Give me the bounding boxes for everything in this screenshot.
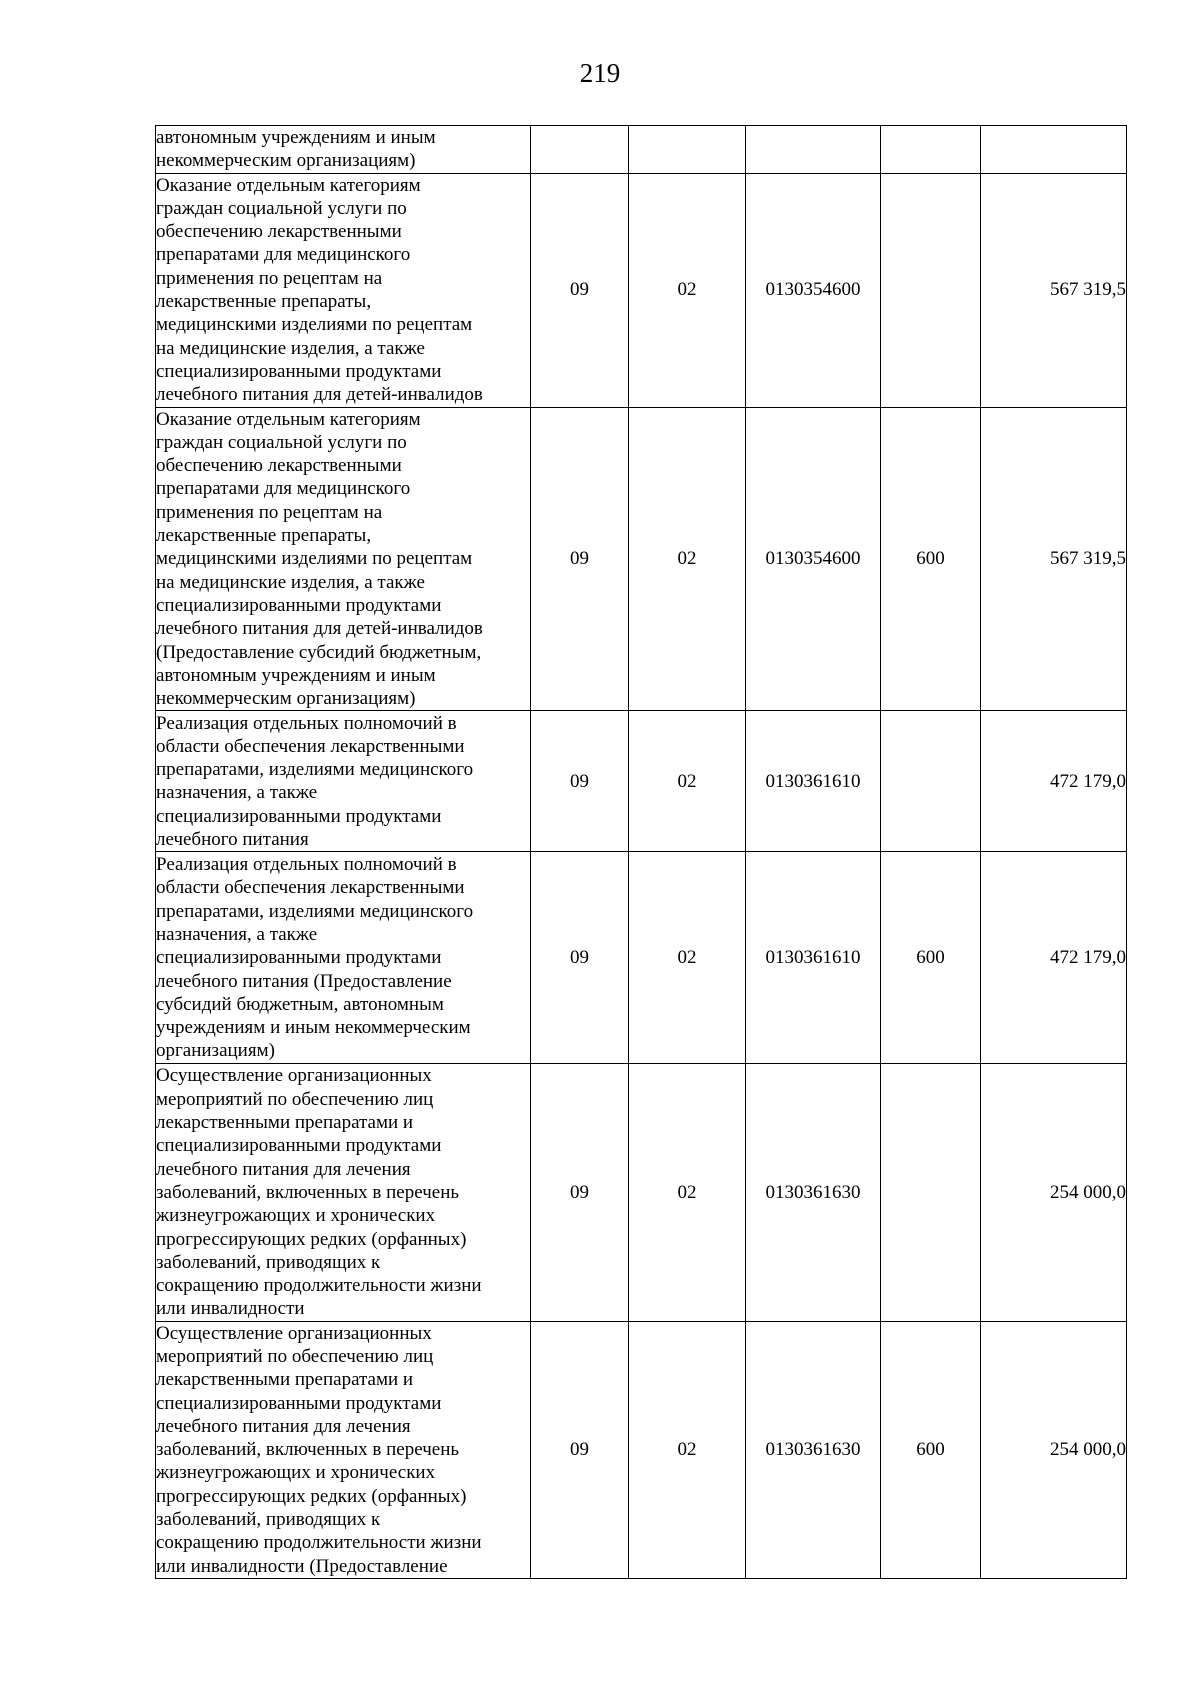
section-cell: 09 bbox=[531, 1321, 629, 1578]
expense-type-cell: 600 bbox=[881, 407, 981, 711]
subsection-cell bbox=[629, 126, 746, 174]
target-code-cell: 0130361630 bbox=[746, 1321, 881, 1578]
row-name-cell: Осуществление организационных мероприятий по обеспечению лиц лекарственными препаратами и специализированными продуктами лечебного питания для лечения заболеваний, включенных в перечень жизнеугрожающих и хронических прогрессирующих редких (орфанных) заболеваний, приводящих к сокращению продолжительности жизни или инвалидности (Предоставление bbox=[156, 1321, 531, 1578]
amount-cell: 567 319,5 bbox=[981, 173, 1127, 407]
row-name-cell: Оказание отдельным категориям граждан социальной услуги по обеспечению лекарственными препаратами для медицинского применения по рецептам на лекарственные препараты, медицинскими изделиями по рецептам на медицинские изделия, а также специализированными продуктами лечебного питания для детей-инвалидов bbox=[156, 173, 531, 407]
row-name-cell: Реализация отдельных полномочий в области обеспечения лекарственными препаратами, изделиями медицинского назначения, а также специализированными продуктами лечебного питания bbox=[156, 711, 531, 852]
row-name-cell: автономным учреждениям и иным некоммерческим организациям) bbox=[156, 126, 531, 174]
expense-type-cell: 600 bbox=[881, 1321, 981, 1578]
section-cell bbox=[531, 126, 629, 174]
expense-type-cell bbox=[881, 126, 981, 174]
section-cell: 09 bbox=[531, 852, 629, 1064]
table-row bbox=[156, 1064, 1127, 1321]
row-name-cell: Осуществление организационных мероприятий по обеспечению лиц лекарственными препаратами и специализированными продуктами лечебного питания для лечения заболеваний, включенных в перечень жизнеугрожающих и хронических прогрессирующих редких (орфанных) заболеваний, приводящих к сокращению продолжительности жизни или инвалидности bbox=[156, 1064, 531, 1321]
expense-type-cell bbox=[881, 711, 981, 852]
subsection-cell: 02 bbox=[629, 1064, 746, 1321]
table-row bbox=[156, 407, 1127, 711]
target-code-cell: 0130361610 bbox=[746, 711, 881, 852]
target-code-cell: 0130354600 bbox=[746, 173, 881, 407]
amount-cell: 472 179,0 bbox=[981, 852, 1127, 1064]
section-cell: 09 bbox=[531, 1064, 629, 1321]
table-row bbox=[156, 1321, 1127, 1578]
table-row bbox=[156, 173, 1127, 407]
subsection-cell: 02 bbox=[629, 1321, 746, 1578]
row-name-cell: Реализация отдельных полномочий в области обеспечения лекарственными препаратами, изделиями медицинского назначения, а также специализированными продуктами лечебного питания (Предоставление субсидий бюджетным, автономным учреждениям и иным некоммерческим организациям) bbox=[156, 852, 531, 1064]
amount-cell: 472 179,0 bbox=[981, 711, 1127, 852]
target-code-cell: 0130354600 bbox=[746, 407, 881, 711]
subsection-cell: 02 bbox=[629, 852, 746, 1064]
expense-type-cell: 600 bbox=[881, 852, 981, 1064]
subsection-cell: 02 bbox=[629, 711, 746, 852]
section-cell: 09 bbox=[531, 173, 629, 407]
subsection-cell: 02 bbox=[629, 407, 746, 711]
page-number: 219 bbox=[579, 58, 621, 88]
section-cell: 09 bbox=[531, 711, 629, 852]
subsection-cell: 02 bbox=[629, 173, 746, 407]
table-row bbox=[156, 711, 1127, 852]
target-code-cell bbox=[746, 126, 881, 174]
target-code-cell: 0130361610 bbox=[746, 852, 881, 1064]
row-name-cell: Оказание отдельным категориям граждан социальной услуги по обеспечению лекарственными препаратами для медицинского применения по рецептам на лекарственные препараты, медицинскими изделиями по рецептам на медицинские изделия, а также специализированными продуктами лечебного питания для детей-инвалидов (Предоставление субсидий бюджетным, автономным учреждениям и иным некоммерческим организациям) bbox=[156, 407, 531, 711]
expense-type-cell bbox=[881, 1064, 981, 1321]
section-cell: 09 bbox=[531, 407, 629, 711]
amount-cell bbox=[981, 126, 1127, 174]
amount-cell: 254 000,0 bbox=[981, 1321, 1127, 1578]
amount-cell: 567 319,5 bbox=[981, 407, 1127, 711]
table-row bbox=[156, 126, 1127, 174]
target-code-cell: 0130361630 bbox=[746, 1064, 881, 1321]
expense-type-cell bbox=[881, 173, 981, 407]
amount-cell: 254 000,0 bbox=[981, 1064, 1127, 1321]
budget-table bbox=[155, 125, 1127, 1579]
table-row bbox=[156, 852, 1127, 1064]
